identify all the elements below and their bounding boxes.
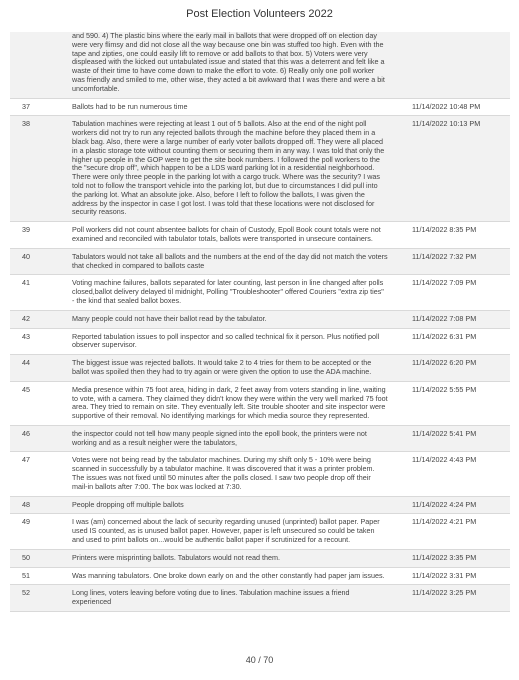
- table-row: [10, 426, 510, 453]
- response-date: [400, 32, 510, 94]
- row-number: 40: [22, 251, 30, 261]
- page-title: Post Election Volunteers 2022: [186, 8, 333, 20]
- response-text: Reported tabulation issues to poll inspector and so called technical fix it person. Plus notified poll observer supervisor.: [72, 331, 380, 350]
- page-number: 40 / 70: [245, 655, 274, 665]
- table-row: [10, 116, 510, 222]
- response-text: Voting machine failures, ballots separated for later counting, last person in line changed after polls closed,ballot delivery delayed til midnight, Polling "Troubleshooter" offered Couriers "extra zip ties" - the kind that sealed ballot boxes.: [72, 278, 384, 305]
- response-date: 11/14/2022 4:43 PM: [412, 455, 477, 465]
- response-text: the inspector could not tell how many people signed into the epoll book, the printers were not working and as a result neigher were the tabulators,: [72, 428, 367, 447]
- table-row: [10, 382, 510, 426]
- response-date: 11/14/2022 5:41 PM: [412, 428, 477, 438]
- response-text: Tabulation machines were rejecting at least 1 out of 5 ballots. Also at the end of the night poll workers did not try to run any rejected ballots through the machine before they placed them in a black bag. Also, there were a large number of early voter ballots dropped off. They were all placed in a plastic storage tote without counting them or securing them in any way. I was told that only the higher up people in the GOP were to get the site book numbers. I followed the poll workers to the the "secure drop off", which happen to be a LDS ward parking lot in a residential neighborhood. There were only three people in the parking lot with a cargo truck. Where was the security? I was told not to follow the transport vehicle into the parking lot, but due to circumstances I did pull into the parking lot. What an absolute joke. Also, before I left to follow the ballots, I was given the address by the inspector in case I got lost. I was told that these locations were not disclosed for security reasons.: [72, 119, 385, 217]
- response-text: Tabulators would not take all ballots and the numbers at the end of the day did not match the voters that checked in compared to ballots caste: [72, 251, 388, 270]
- table-row-continuation: [10, 32, 510, 99]
- table-row: [10, 550, 510, 568]
- row-number: 48: [22, 499, 30, 509]
- response-text: Media presence within 75 foot area, hiding in dark, 2 feet away from voters standing in line, waiting to vote, with a camera. They claimed they didn't know they were within the very well marked 75 foot area. They tried to remain on site. They eventually left. Site trouble shooter and site inspector were supportive of their removal. No identifying markings for which media source they represented.: [72, 384, 388, 421]
- response-date: 11/14/2022 7:32 PM: [412, 251, 477, 261]
- table-row: [10, 452, 510, 496]
- table-row: [10, 275, 510, 310]
- table-row: [10, 329, 510, 356]
- table-row: [10, 99, 510, 117]
- response-text: Votes were not being read by the tabulator machines. During my shift only 5 - 10% were being scanned in successfully by a tabulator machine. It was discovered that it was a printer problem. The issues was not fixed until 50 minutes after the polls closed. I saw two people drop off their mail-in ballots after 7:00. The box was locked at 7:30.: [72, 455, 375, 491]
- response-date: 11/14/2022 4:24 PM: [412, 499, 477, 509]
- response-text: Ballots had to be run numerous time: [72, 101, 188, 111]
- row-number: 49: [22, 517, 30, 527]
- response-text: Long lines, voters leaving before voting due to lines. Tabulation machine issues a friend experienced: [72, 588, 350, 607]
- table-row: [10, 311, 510, 329]
- response-date: 11/14/2022 3:31 PM: [412, 570, 477, 580]
- response-date: 11/14/2022 10:13 PM: [412, 119, 481, 129]
- row-number: 50: [22, 552, 30, 562]
- response-text: I was (am) concerned about the lack of security regarding unused (unprinted) ballot paper. Paper used IS counted, as is unused ballot paper. However, paper is left unsecured so could be taken and used to print ballots on...would be authentic ballot paper if scrutinized for a recount.: [72, 517, 380, 545]
- table-row: [10, 222, 510, 249]
- table-row: [10, 497, 510, 515]
- response-date: 11/14/2022 7:08 PM: [412, 313, 477, 323]
- row-number: 47: [22, 455, 30, 465]
- table-row: [10, 514, 510, 549]
- row-number: 42: [22, 313, 30, 323]
- row-number: 45: [22, 384, 30, 394]
- response-text: Poll workers did not count absentee ballots for chain of Custody, Epoll Book count totals were not examined and reconciled with tabulator totals, ballots were transported in unsecure containers.: [72, 225, 381, 243]
- response-date: 11/14/2022 8:35 PM: [412, 225, 477, 235]
- row-number: 38: [22, 119, 30, 129]
- row-number: 39: [22, 225, 30, 235]
- response-date: 11/14/2022 3:35 PM: [412, 552, 477, 562]
- row-number: 37: [22, 101, 30, 111]
- response-text: The biggest issue was rejected ballots. It would take 2 to 4 tries for them to be accepted or the ballot was spoiled then they had to try again or were given the option to use the ADA machine.: [72, 358, 372, 376]
- response-date: 11/14/2022 6:31 PM: [412, 331, 477, 341]
- table-row: [10, 568, 510, 586]
- row-number: 44: [22, 358, 30, 368]
- response-date: 11/14/2022 10:48 PM: [412, 101, 481, 111]
- response-date: 11/14/2022 5:55 PM: [412, 384, 477, 394]
- row-number: 46: [22, 428, 30, 438]
- response-text: People dropping off multiple ballots: [72, 499, 184, 509]
- response-date: 11/14/2022 7:09 PM: [412, 278, 477, 288]
- response-date: 11/14/2022 6:20 PM: [412, 358, 477, 368]
- table-row: [10, 355, 510, 382]
- row-number: 52: [22, 588, 30, 598]
- row-number: 43: [22, 331, 30, 341]
- row-number: 41: [22, 278, 30, 288]
- row-number: 51: [22, 570, 30, 580]
- response-date: 11/14/2022 4:21 PM: [412, 517, 477, 527]
- response-date: 11/14/2022 3:25 PM: [412, 588, 477, 598]
- response-text: Was manning tabulators. One broke down early on and the other constantly had paper jam issues.: [72, 570, 385, 580]
- row-number: [10, 32, 72, 94]
- response-text: Printers were misprinting ballots. Tabulators would not read them.: [72, 552, 281, 562]
- response-text: Many people could not have their ballot read by the tabulator.: [72, 313, 267, 323]
- response-text: and 590. 4) The plastic bins where the early mail in ballots that were dropped off on election day were very flimsy and did not close all the way because one bin was stuffed too high. Even with the tape and zipties, one could easily lift to remove or add ballots to that box. 5) Voters were very displeased with the kicked out untabulated issue and stated that this was a deterrent and felt like a waste of their time to have come down to make the effort to vote. 6) Really only one poll worker was friendly and smiled to me, other wise, they acted a bit awkward that I was there and were a bit uncomfortable.: [72, 31, 385, 93]
- responses-table: [10, 32, 510, 612]
- table-row: [10, 585, 510, 612]
- table-row: [10, 249, 510, 276]
